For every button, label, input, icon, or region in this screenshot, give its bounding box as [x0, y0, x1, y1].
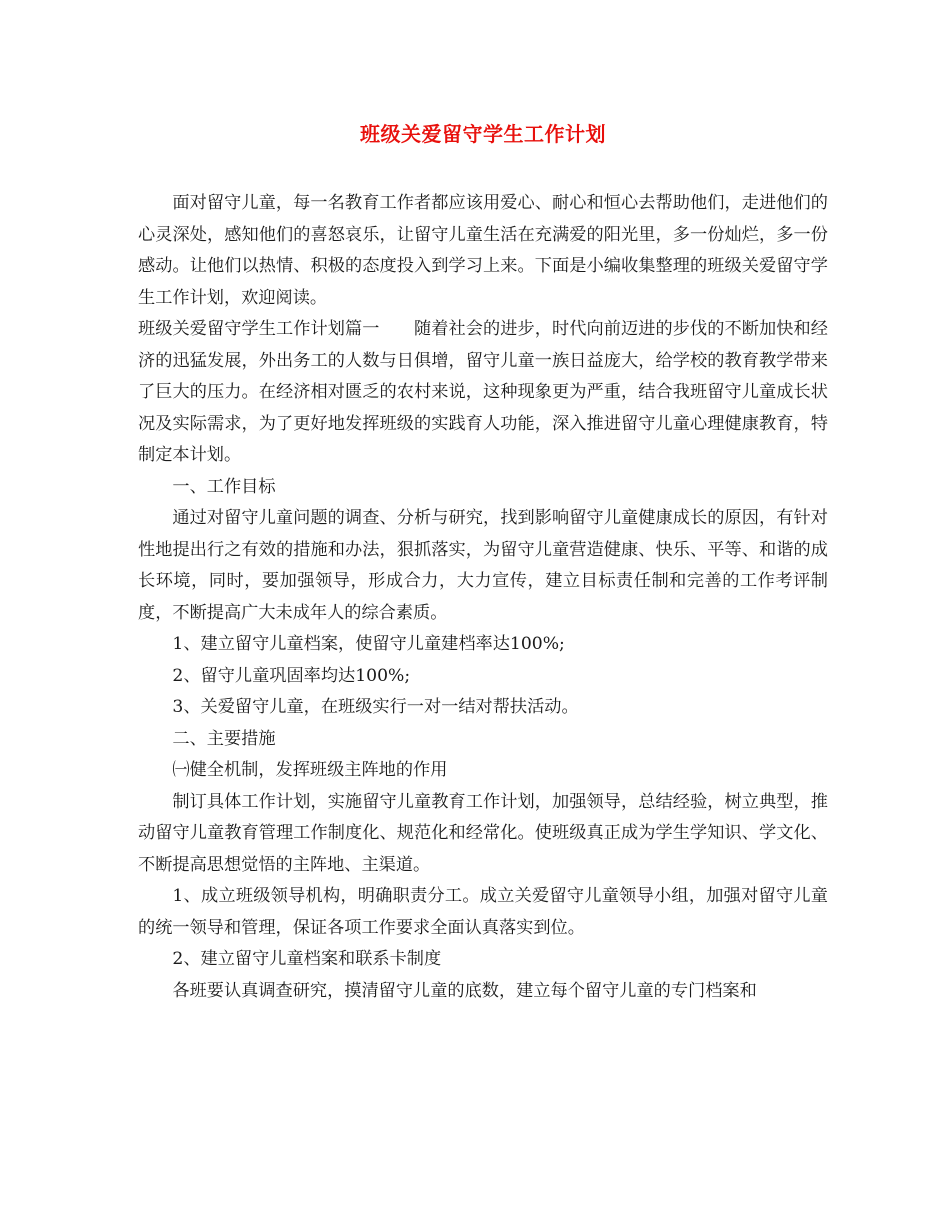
paragraph: 2、建立留守儿童档案和联系卡制度 [172, 949, 442, 969]
paragraph: 制订具体工作计划，实施留守儿童教育工作计划，加强领导，总结经验，树立典型，推动留守儿童教育管理工作制度化、规范化和经常化。使班级真正成为学生学知识、学文化、不断提高思想觉悟的主阵地、主渠道。 [138, 791, 828, 875]
document-title: 班级关爱留守学生工作计划 [360, 122, 606, 146]
paragraph: 一、工作目标 [172, 476, 276, 497]
paragraph: 二、主要措施 [172, 728, 276, 749]
paragraph: 2、留守儿童巩固率均达100%; [172, 665, 411, 686]
paragraph: 3、关爱留守儿童，在班级实行一对一结对帮扶活动。 [172, 697, 579, 717]
paragraph: 通过对留守儿童问题的调查、分析与研究，找到影响留守儿童健康成长的原因，有针对性地提出行之有效的措施和办法，狠抓落实，为留守儿童营造健康、快乐、平等、和谐的成长环境，同时，要加强领导，形成合力，大力宣传，建立目标责任制和完善的工作考评制度，不断提高广大未成年人的综合素质。 [138, 508, 828, 623]
paragraph: 各班要认真调查研究，摸清留守儿童的底数，建立每个留守儿童的专门档案和 [172, 980, 757, 1001]
document-page [138, 0, 828, 1230]
paragraph: 班级关爱留守学生工作计划篇一 随着社会的进步，时代向前迈进的步伐的不断加快和经济的迅猛发展，外出务工的人数与日俱增，留守儿童一族日益庞大，给学校的教育教学带来了巨大的压力。在经济相对匮乏的农村来说，这种现象更为严重，结合我班留守儿童成长状况及实际需求，为了更好地发挥班级的实践育人功能，深入推进留守儿童心理健康教育，特制定本计划。 [138, 319, 828, 465]
paragraph: 面对留守儿童，每一名教育工作者都应该用爱心、耐心和恒心去帮助他们，走进他们的心灵深处，感知他们的喜怒哀乐，让留守儿童生活在充满爱的阳光里，多一份灿烂，多一份感动。让他们以热情、积极的态度投入到学习上来。下面是小编收集整理的班级关爱留守学生工作计划，欢迎阅读。 [138, 193, 828, 308]
paragraph: 1、建立留守儿童档案，使留守儿童建档率达100%; [172, 634, 565, 654]
document-body [138, 188, 828, 1007]
paragraph: ㈠健全机制，发挥班级主阵地的作用 [172, 760, 448, 780]
paragraph: 1、成立班级领导机构，明确职责分工。成立关爱留守儿童领导小组，加强对留守儿童的统一领导和管理，保证各项工作要求全面认真落实到位。 [138, 886, 828, 938]
